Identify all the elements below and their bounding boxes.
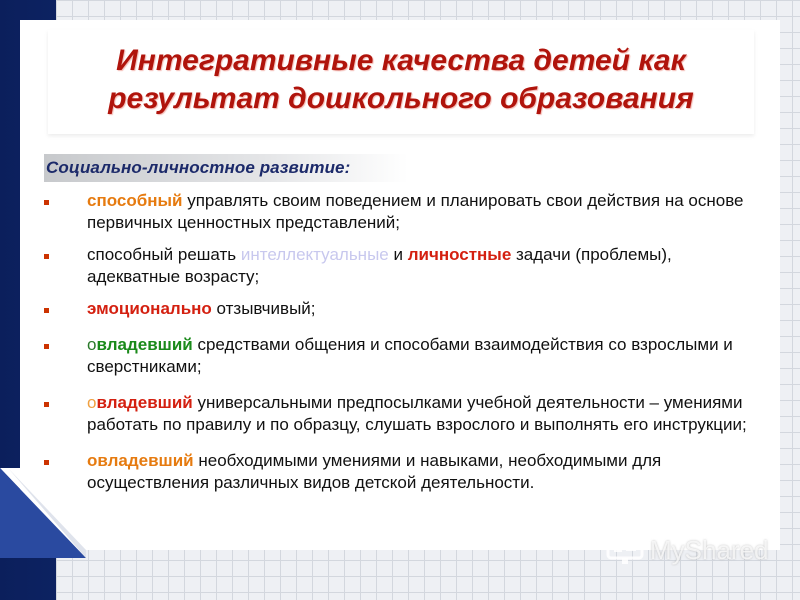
highlight-word: интеллектуальные bbox=[240, 245, 389, 264]
watermark-text: MyShared bbox=[650, 534, 769, 565]
highlight-word: способный bbox=[87, 191, 183, 210]
title-line-1: Интегративные качества детей как bbox=[116, 44, 686, 77]
highlight-word: личностные bbox=[407, 245, 512, 264]
square-bullet-icon bbox=[44, 308, 49, 313]
highlight-letter: о bbox=[87, 393, 97, 412]
square-bullet-icon bbox=[44, 200, 49, 205]
list-item bbox=[44, 190, 764, 234]
item-text: универсальными предпосылками учебной деятельности – умениями работать по правилу и по образцу, слушать взрослого и выполнять его инструкции; bbox=[87, 393, 747, 434]
item-text: отзывчивый; bbox=[211, 299, 316, 318]
item-text: задачи (проблемы), адекватные возрасту; bbox=[87, 245, 672, 286]
title-line-2: результат дошкольного образования bbox=[108, 82, 694, 115]
section-subtitle: Социально-личностное развитие: bbox=[46, 158, 351, 177]
highlight-word: овладевший bbox=[87, 451, 194, 470]
square-bullet-icon bbox=[44, 402, 49, 407]
highlight-letter: о bbox=[87, 335, 97, 354]
item-text: средствами общения и способами взаимодействия со взрослыми и сверстниками; bbox=[87, 335, 733, 376]
item-text: управлять своим поведением и планировать свои действия на основе первичных ценностных представлений; bbox=[87, 191, 744, 232]
list-item bbox=[44, 450, 764, 494]
item-text: необходимыми умениями и навыками, необходимыми для осуществления различных видов детской деятельности. bbox=[87, 451, 662, 492]
item-text: и bbox=[388, 245, 408, 264]
highlight-word: владевший bbox=[96, 335, 193, 354]
list-item bbox=[44, 334, 764, 378]
list-item bbox=[44, 392, 764, 436]
item-text: способный решать bbox=[87, 245, 241, 264]
slide-title bbox=[48, 42, 754, 118]
myshared-logo-icon bbox=[606, 534, 644, 566]
square-bullet-icon bbox=[44, 344, 49, 349]
page-fold-corner-icon bbox=[0, 468, 86, 558]
list-item bbox=[44, 244, 764, 288]
square-bullet-icon bbox=[44, 460, 49, 465]
highlight-word: владевший bbox=[96, 393, 193, 412]
highlight-word: эмоционально bbox=[87, 299, 212, 318]
list-item bbox=[44, 298, 764, 320]
square-bullet-icon bbox=[44, 254, 49, 259]
qualities-list bbox=[44, 190, 764, 494]
watermark bbox=[606, 534, 769, 566]
